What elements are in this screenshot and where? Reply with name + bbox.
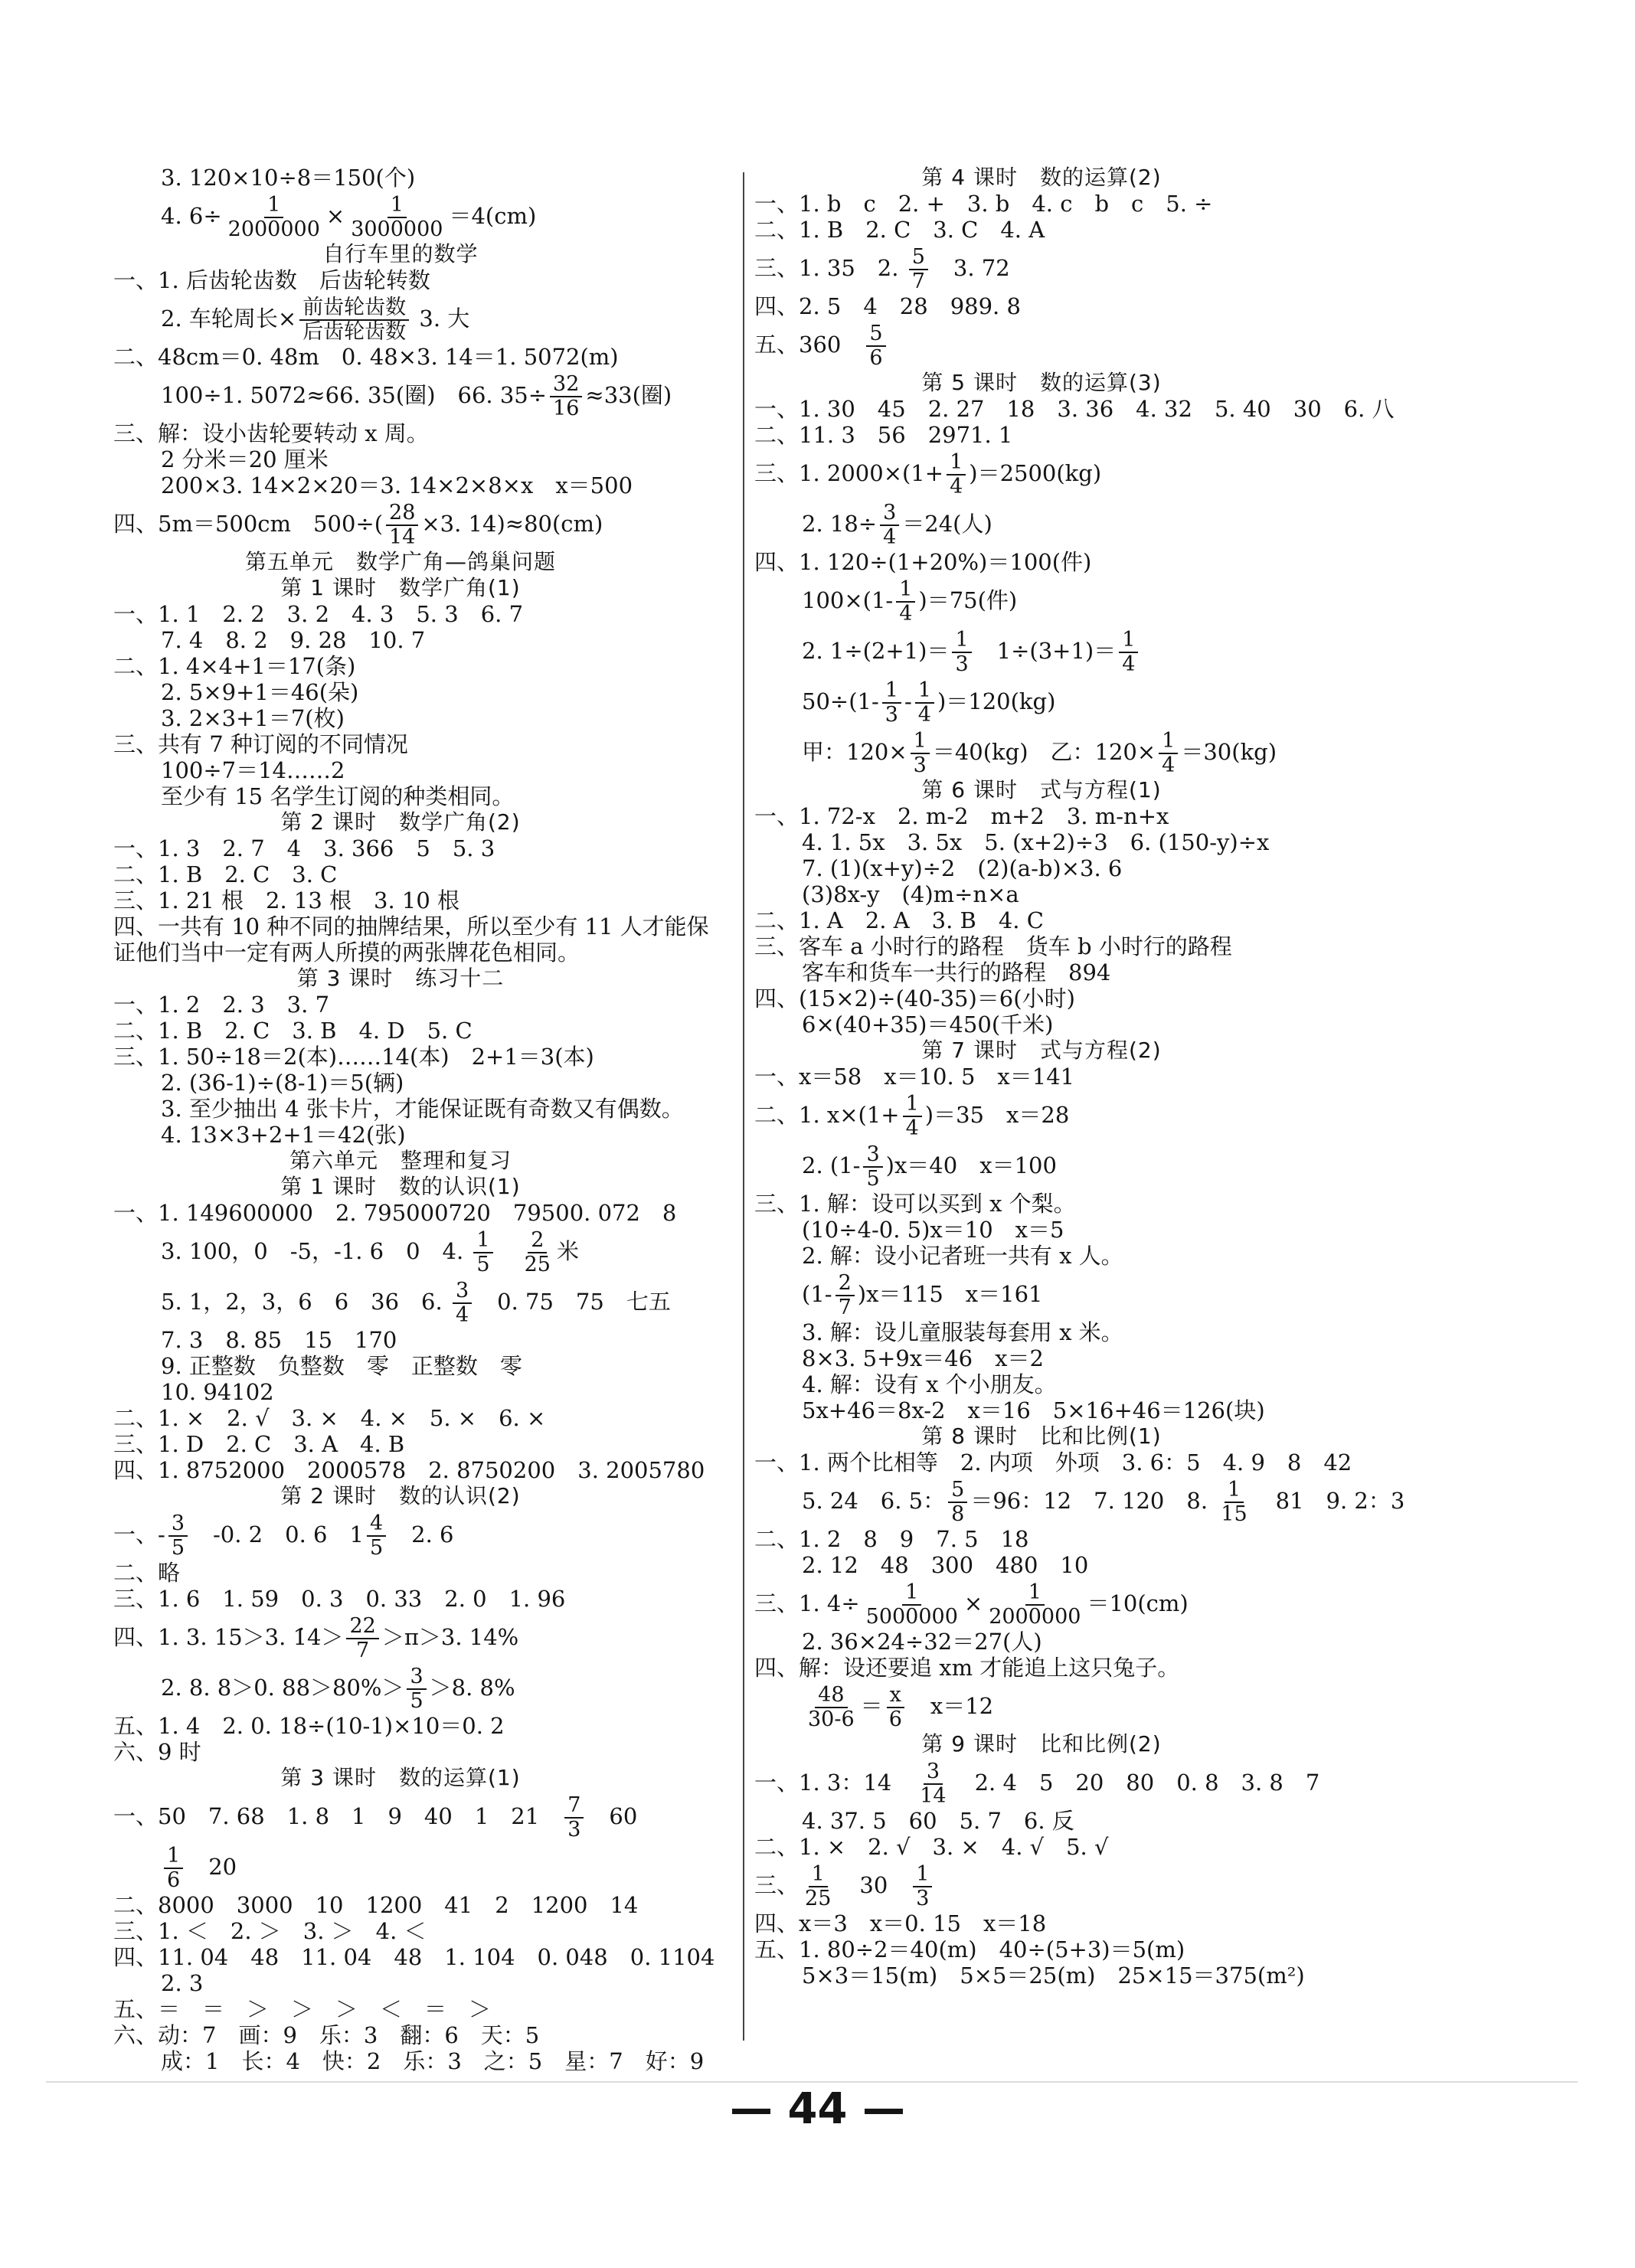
denominator: 4 — [905, 1116, 919, 1140]
fraction — [882, 679, 901, 727]
column-divider — [743, 172, 744, 2041]
answer-text: 30 — [837, 1872, 911, 1898]
answer-text: × — [963, 1590, 983, 1616]
fraction — [911, 730, 930, 777]
section-heading: 第 1 课时 数的认识(1) — [280, 1174, 521, 1199]
fraction — [1119, 629, 1138, 676]
answer-line: 3. 解：设儿童服装每套用 x 米。 — [802, 1319, 1123, 1345]
answer-text: )＝35 x＝28 — [924, 1102, 1070, 1128]
numerator: 1 — [1025, 1581, 1045, 1606]
answer-text: 2. 4 5 20 80 0. 8 3. 8 7 — [952, 1770, 1320, 1796]
answer-text: 一、- — [113, 1521, 165, 1547]
numerator: 32 — [550, 373, 582, 397]
numerator: 1 — [1159, 730, 1178, 754]
answer-text: ＝24(人) — [902, 511, 992, 537]
numerator: 1 — [902, 1581, 921, 1606]
numerator: 2 — [835, 1272, 855, 1296]
answer-line: 7. 3 8. 85 15 170 — [161, 1327, 397, 1353]
denominator: 3 — [916, 1887, 930, 1910]
answer-line: 六、动：7 画：9 乐：3 翻：6 天：5 — [113, 2022, 540, 2048]
numerator: 3 — [453, 1279, 472, 1304]
fraction — [522, 1229, 554, 1276]
answer-line: 200×3. 14×2×20＝3. 14×2×8×x x＝500 — [161, 472, 633, 498]
denominator: 7 — [911, 270, 925, 293]
fraction — [386, 502, 418, 549]
section-heading: 第 6 课时 式与方程(1) — [921, 777, 1162, 802]
numerator: 1 — [913, 1863, 932, 1887]
section-heading: 第 1 课时 数学广角(1) — [280, 575, 521, 600]
denominator: 5000000 — [865, 1605, 958, 1629]
denominator: 7 — [838, 1296, 852, 1319]
answer-text: 2. 18÷ — [802, 511, 878, 537]
numerator: 4 — [367, 1512, 386, 1537]
answer-line — [754, 1860, 1329, 1910]
denominator: 15 — [1221, 1502, 1248, 1526]
numerator: 1 — [164, 1845, 183, 1869]
answer-line: 三、1. D 2. C 3. A 4. B — [113, 1431, 405, 1457]
numerator: 1 — [1119, 629, 1138, 653]
fraction — [866, 322, 885, 370]
answer-line — [754, 243, 1329, 293]
answer-line: 二、略 — [113, 1560, 181, 1586]
numerator: 3 — [924, 1760, 943, 1785]
denominator: 4 — [1162, 753, 1176, 777]
answer-line — [754, 448, 1329, 498]
answer-text: ≈33(圈) — [585, 382, 672, 408]
answer-line — [113, 1226, 688, 1276]
answer-line: 三、1. 6 1. 59 0. 3 0. 33 2. 0 1. 96 — [113, 1586, 566, 1612]
answer-line — [113, 1612, 688, 1662]
answer-line: 2. 5×9+1＝46(朵) — [161, 679, 359, 705]
denominator: 25 — [524, 1253, 551, 1276]
answer-line: 三、共有 7 种订阅的不同情况 — [113, 731, 408, 757]
fraction — [896, 578, 915, 626]
answer-line — [754, 1757, 1329, 1808]
fraction — [348, 194, 446, 241]
numerator: 1 — [911, 730, 930, 754]
answer-line — [754, 1681, 1329, 1731]
fraction — [805, 1684, 858, 1731]
answer-line: 3. 至少抽出 4 张卡片，才能保证既有奇数又有偶数。 — [161, 1096, 684, 1122]
answer-line: 6×(40+35)＝450(千米) — [802, 1011, 1054, 1038]
answer-line: 2. 12 48 300 480 10 — [802, 1552, 1089, 1578]
answer-text: 20 — [186, 1854, 237, 1880]
numerator: 3 — [880, 502, 899, 526]
answer-line: 五、1. 80÷2＝40(m) 40÷(5+3)＝5(m) — [754, 1936, 1185, 1962]
denominator: 6 — [888, 1708, 902, 1731]
denominator: 3000000 — [351, 217, 443, 241]
numerator: 1 — [387, 194, 407, 218]
answer-line: 4. 37. 5 60 5. 7 6. 反 — [802, 1808, 1074, 1834]
numerator: 1 — [947, 451, 966, 475]
section-heading: 第 5 课时 数的运算(3) — [921, 370, 1162, 395]
answer-line — [754, 498, 1329, 549]
answer-line: 一、1. 3 2. 7 4 3. 366 5 5. 3 — [113, 835, 495, 861]
answer-line: 10. 94102 — [161, 1379, 274, 1405]
fraction — [299, 296, 409, 344]
answer-text: ＝10(cm) — [1087, 1590, 1189, 1616]
numerator: 48 — [815, 1684, 847, 1708]
answer-text: )＝75(件) — [918, 587, 1018, 613]
numerator: 1 — [264, 194, 283, 218]
answer-text: ×3. 14)≈80(cm) — [421, 511, 603, 537]
answer-line: 4. 1. 5x 3. 5x 5. (x+2)÷3 6. (150-y)÷x — [802, 829, 1270, 855]
fraction — [903, 1093, 922, 1140]
answer-line: 三、客车 a 小时行的路程 货车 b 小时行的路程 — [754, 933, 1232, 959]
answer-line — [754, 575, 1329, 626]
answer-line: 四、(15×2)÷(40-35)＝6(小时) — [754, 985, 1075, 1011]
denominator: 30-6 — [808, 1708, 855, 1731]
answer-text: 2. 1÷(2+1)＝ — [802, 638, 950, 664]
answer-text: ＝96：12 7. 120 8. — [970, 1488, 1215, 1514]
denominator: 6 — [167, 1868, 181, 1892]
fraction — [168, 1512, 188, 1560]
numerator: 5 — [866, 322, 885, 347]
fraction — [346, 1615, 378, 1662]
fraction — [952, 629, 971, 676]
answer-line: 4. 13×3+2+1＝42(张) — [161, 1122, 406, 1148]
answer-text: (1- — [802, 1281, 832, 1307]
answer-line: 100÷7＝14……2 — [161, 757, 345, 783]
answer-text: 3. 大 — [412, 306, 470, 332]
fraction — [164, 1845, 183, 1892]
answer-line — [754, 1578, 1329, 1629]
section-heading: 第 7 课时 式与方程(2) — [921, 1038, 1162, 1063]
answer-line: 四、一共有 10 种不同的抽牌结果，所以至少有 11 人才能保 — [113, 913, 709, 940]
answer-line: 四、2. 5 4 28 989. 8 — [754, 293, 1021, 319]
answer-line: 一、1. 后齿轮齿数 后齿轮转数 — [113, 267, 430, 293]
answer-line: 3. 2×3+1＝7(枚) — [161, 705, 345, 731]
fraction — [407, 1665, 426, 1713]
answer-line: 二、1. × 2. √ 3. × 4. √ 5. √ — [754, 1834, 1109, 1860]
section-heading: 第 8 课时 比和比例(1) — [921, 1423, 1162, 1449]
answer-text: 三、1. 2000×(1+ — [754, 460, 944, 486]
answer-text: 三、1. 4÷ — [754, 1590, 860, 1616]
numerator: 5 — [909, 246, 928, 270]
answer-text: ＝30(kg) — [1181, 739, 1277, 765]
answer-text: )x＝115 x＝161 — [857, 1281, 1043, 1307]
answer-line: 一、1. 149600000 2. 795000720 79500. 072 8 — [113, 1200, 677, 1226]
answer-line: 2 分米＝20 厘米 — [161, 446, 329, 472]
fraction — [880, 502, 899, 549]
left-answer-column — [113, 165, 715, 2074]
answer-line: 7. 4 8. 2 9. 28 10. 7 — [161, 627, 426, 653]
denominator: 4 — [917, 703, 931, 727]
fraction — [550, 373, 582, 420]
section-heading: 第六单元 整理和复习 — [289, 1148, 512, 1173]
answer-text: ＝40(kg) 乙：120× — [932, 739, 1156, 765]
answer-line: 5×3＝15(m) 5×5＝25(m) 25×15＝375(m²) — [802, 1962, 1305, 1989]
answer-line: 三、1. ＜ 2. ＞ 3. ＞ 4. ＜ — [113, 1918, 427, 1944]
answer-line — [113, 1842, 688, 1892]
answer-line: (10÷4-0. 5)x＝10 x＝5 — [802, 1217, 1064, 1243]
denominator: 5 — [866, 1167, 880, 1191]
fraction — [367, 1512, 386, 1560]
numerator: 1 — [473, 1229, 492, 1253]
answer-line: 成：1 长：4 快：2 乐：3 之：5 星：7 好：9 — [161, 2048, 705, 2074]
answer-text: - — [904, 688, 912, 714]
answer-text: ＞8. 8% — [429, 1675, 515, 1701]
answer-line: 二、1. B 2. C 3. B 4. D 5. C — [113, 1018, 473, 1044]
answer-text: 5. 1，2，3，6 6 36 6. — [161, 1289, 450, 1315]
numerator: 1 — [915, 679, 934, 704]
denominator: 4 — [950, 475, 963, 498]
answer-text: )＝120(kg) — [937, 688, 1056, 714]
answer-line — [113, 1791, 688, 1842]
answer-line: 六、9 时 — [113, 1739, 201, 1765]
answer-text: 四、1. 3. 15＞3. 1̇4＞ — [113, 1624, 344, 1650]
numerator: 2 — [528, 1229, 547, 1253]
answer-line: 二、48cm＝0. 48m 0. 48×3. 14＝1. 5072(m) — [113, 344, 619, 370]
answer-line: 9. 正整数 负整数 零 正整数 零 — [161, 1353, 522, 1379]
answer-line: 三、1. 解：设可以买到 x 个梨。 — [754, 1191, 1076, 1217]
fraction — [453, 1279, 472, 1327]
answer-line: 二、11. 3 56 2971. 1 — [754, 422, 1013, 448]
denominator: 4 — [899, 602, 913, 626]
numerator: 3 — [407, 1665, 426, 1690]
answer-text: 二、1. x×(1+ — [754, 1102, 900, 1128]
answer-line: 证他们当中一定有两人所摸的两张牌花色相同。 — [113, 940, 580, 966]
answer-text: 2. 6 — [389, 1521, 454, 1547]
answer-line: 一、x＝58 x＝10. 5 x＝141 — [754, 1064, 1075, 1090]
answer-line: 2. 36×24÷32＝27(人) — [802, 1629, 1042, 1655]
numerator: 1 — [903, 1093, 922, 1117]
section-heading: 第 2 课时 数的认识(2) — [280, 1483, 521, 1508]
answer-line: 二、1. 2 8 9 7. 5 18 — [754, 1526, 1029, 1552]
answer-text: 100×(1- — [802, 587, 894, 613]
answer-line — [754, 626, 1329, 676]
answer-line — [754, 1269, 1329, 1319]
fraction — [863, 1581, 961, 1629]
numerator: 1 — [1225, 1479, 1244, 1503]
answer-line: 一、1. 72-x 2. m-2 m+2 3. m-n+x — [754, 803, 1169, 829]
numerator: 1 — [952, 629, 971, 653]
answer-line — [113, 498, 688, 549]
answer-line: 四、1. 8752000 2000578 2. 8750200 3. 2005780 — [113, 1457, 705, 1483]
answer-line — [754, 1476, 1405, 1526]
denominator: 7 — [356, 1639, 370, 1662]
denominator: 5 — [410, 1689, 423, 1713]
page-number: — 44 — — [730, 2084, 905, 2134]
answer-text: -0. 2 0. 6 1 — [191, 1521, 364, 1547]
answer-text: ＞π＞3. 14% — [381, 1624, 519, 1650]
denominator: 3 — [567, 1818, 581, 1842]
answer-line: 四、解：设还要追 xm 才能追上这只兔子。 — [754, 1655, 1180, 1681]
answer-line: 三、1. 50÷18＝2(本)……14(本) 2+1＝3(本) — [113, 1044, 594, 1070]
answer-line: 五、＝ ＝ ＞ ＞ ＞ ＜ ＝ ＞ — [113, 1996, 492, 2022]
numerator: x — [887, 1684, 904, 1708]
answer-line — [113, 1276, 688, 1327]
answer-line: 二、1. A 2. A 3. B 4. C — [754, 907, 1044, 933]
answer-line: 五、1. 4 2. 0. 18÷(10-1)×10＝0. 2 — [113, 1713, 505, 1739]
fraction — [225, 194, 323, 241]
answer-text: x＝12 — [907, 1693, 994, 1719]
answer-line: 二、1. B 2. C 3. C 4. A — [754, 217, 1045, 243]
answer-line: 7. (1)(x+y)÷2 (2)(a-b)×3. 6 — [802, 855, 1123, 881]
answer-line: 一、1. 30 45 2. 27 18 3. 36 4. 32 5. 40 30 6. 八 — [754, 396, 1395, 422]
denominator: 3 — [955, 652, 969, 676]
denominator: 4 — [455, 1303, 469, 1327]
denominator: 5 — [171, 1536, 185, 1560]
fraction — [835, 1272, 855, 1319]
denominator: 后齿轮齿数 — [302, 320, 407, 344]
answer-line: 一、1. 两个比相等 2. 内项 外项 3. 6：5 4. 9 8 42 — [754, 1449, 1352, 1476]
numerator: 3 — [863, 1143, 882, 1168]
denominator: 4 — [1122, 652, 1136, 676]
answer-line — [113, 293, 688, 344]
numerator: 1 — [896, 578, 915, 603]
answer-line: 二、1. B 2. C 3. C — [113, 861, 338, 887]
answer-line — [754, 1090, 1329, 1140]
answer-text: 81 9. 2：3 — [1253, 1488, 1405, 1514]
answer-text: 50÷(1- — [802, 688, 879, 714]
fraction — [1159, 730, 1178, 777]
answer-text: 四、5m＝500cm 500÷( — [113, 511, 384, 537]
fraction — [917, 1760, 949, 1808]
numerator: 前齿轮齿数 — [299, 296, 409, 321]
numerator: 7 — [564, 1794, 584, 1819]
numerator: 1 — [882, 679, 901, 704]
answer-line — [113, 1509, 688, 1560]
answer-text: 2. 车轮周长× — [161, 306, 297, 332]
denominator: 2000000 — [989, 1605, 1081, 1629]
answer-line: 4. 解：设有 x 个小朋友。 — [802, 1371, 1057, 1397]
answer-line: 8×3. 5+9x＝46 x＝2 — [802, 1345, 1044, 1371]
numerator: 5 — [948, 1479, 967, 1503]
answer-text: 一、50 7. 68 1. 8 1 9 40 1 21 — [113, 1803, 562, 1829]
answer-text: × — [325, 203, 345, 229]
answer-text: 一、1. 3：14 — [754, 1770, 914, 1796]
answer-text: 5. 24 6. 5： — [802, 1488, 946, 1514]
answer-text: 五、360 — [754, 332, 864, 358]
answer-text: )＝2500(kg) — [969, 460, 1102, 486]
answer-line: (3)8x-y (4)m÷n×a — [802, 881, 1019, 907]
answer-text: 2. 8. 8＞0. 88＞80%＞ — [161, 1675, 404, 1701]
answer-line — [754, 319, 1329, 370]
answer-text: 3. 72 — [930, 255, 1010, 281]
fraction — [948, 1479, 967, 1526]
denominator: 8 — [951, 1502, 965, 1526]
denominator: 6 — [869, 346, 883, 370]
answer-line: 四、x＝3 x＝0. 15 x＝18 — [754, 1910, 1047, 1936]
answer-text — [496, 1238, 518, 1264]
footer-rule — [46, 2081, 1578, 2083]
answer-text: )x＝40 x＝100 — [885, 1152, 1057, 1178]
denominator: 25 — [805, 1887, 832, 1910]
denominator: 3 — [885, 703, 898, 727]
numerator: 22 — [346, 1615, 378, 1639]
fraction — [1218, 1479, 1250, 1526]
fraction — [915, 679, 934, 727]
fraction — [473, 1229, 492, 1276]
answer-text: 0. 75 75 七五 — [475, 1289, 671, 1315]
answer-line — [754, 727, 1329, 777]
answer-line: 2. 解：设小记者班一共有 x 人。 — [802, 1243, 1123, 1269]
denominator: 14 — [920, 1784, 947, 1808]
fraction — [564, 1794, 584, 1842]
answer-line: 一、1. b c 2. + 3. b 4. c b c 5. ÷ — [754, 191, 1213, 217]
answer-text: ＝ — [860, 1693, 883, 1719]
answer-text: 三、 — [754, 1872, 800, 1898]
numerator: 3 — [168, 1512, 188, 1537]
denominator: 5 — [476, 1253, 490, 1276]
answer-text: 100÷1. 5072≈66. 35(圈) 66. 35÷ — [161, 382, 548, 408]
answer-text: 60 — [587, 1803, 638, 1829]
section-heading: 第五单元 数学广角—鸽巢问题 — [244, 549, 556, 574]
answer-line — [754, 676, 1329, 727]
denominator: 14 — [389, 525, 416, 549]
answer-line — [113, 191, 688, 241]
section-heading: 第 3 课时 数的运算(1) — [280, 1765, 521, 1790]
answer-text: 米 — [556, 1238, 579, 1264]
section-heading: 第 4 课时 数的运算(2) — [921, 165, 1162, 190]
answer-line: 二、8000 3000 10 1200 41 2 1200 14 — [113, 1892, 639, 1918]
answer-line: 客车和货车一共行的路程 894 — [802, 959, 1111, 985]
numerator: 28 — [386, 502, 418, 526]
section-heading: 第 9 课时 比和比例(2) — [921, 1731, 1162, 1757]
right-answer-column — [754, 165, 1405, 1989]
section-heading: 自行车里的数学 — [322, 241, 479, 266]
answer-line: 四、11. 04 48 11. 04 48 1. 104 0. 048 0. 1104 — [113, 1944, 715, 1970]
answer-line: 二、1. × 2. √ 3. × 4. × 5. × 6. × — [113, 1405, 546, 1431]
answer-text: 三、1. 35 2. — [754, 255, 906, 281]
answer-line: 2. (36-1)÷(8-1)＝5(辆) — [161, 1070, 404, 1096]
answer-text: 3. 100，0 -5，-1. 6 0 4. — [161, 1238, 471, 1264]
denominator: 16 — [553, 397, 580, 420]
denominator: 3 — [913, 753, 927, 777]
answer-line: 3. 120×10÷8＝150(个) — [161, 165, 416, 191]
fraction — [913, 1863, 932, 1910]
answer-line: 四、1. 120÷(1+20%)＝100(件) — [754, 549, 1092, 575]
fraction — [986, 1581, 1084, 1629]
answer-line: 至少有 15 名学生订阅的种类相同。 — [161, 783, 515, 809]
answer-line: 一、1. 1 2. 2 3. 2 4. 3 5. 3 6. 7 — [113, 601, 524, 627]
answer-text: 甲：120× — [802, 739, 907, 765]
answer-line: 三、解：设小齿轮要转动 x 周。 — [113, 420, 429, 446]
answer-line: 二、1. 4×4+1＝17(条) — [113, 653, 356, 679]
denominator: 4 — [883, 525, 897, 549]
answer-text: 4. 6÷ — [161, 203, 222, 229]
denominator: 5 — [369, 1536, 384, 1560]
answer-text: ＝4(cm) — [449, 203, 537, 229]
answer-line: 一、1. 2 2. 3 3. 7 — [113, 992, 330, 1018]
fraction — [909, 246, 928, 293]
fraction — [886, 1684, 905, 1731]
section-heading: 第 2 课时 数学广角(2) — [280, 809, 521, 835]
fraction — [802, 1863, 834, 1910]
answer-text: 2. (1- — [802, 1152, 861, 1178]
fraction — [863, 1143, 882, 1191]
answer-line — [754, 1140, 1329, 1191]
answer-line — [113, 370, 688, 420]
answer-text: 1÷(3+1)＝ — [974, 638, 1117, 664]
fraction — [947, 451, 966, 498]
answer-line: 5x+46＝8x-2 x＝16 5×16+46＝126(块) — [802, 1397, 1265, 1423]
section-heading: 第 3 课时 练习十二 — [296, 966, 505, 991]
answer-line — [113, 1662, 688, 1713]
denominator: 2000000 — [227, 217, 320, 241]
answer-line: 2. 3 — [161, 1970, 204, 1996]
numerator: 1 — [809, 1863, 828, 1887]
answer-line: 三、1. 21 根 2. 13 根 3. 10 根 — [113, 887, 460, 913]
